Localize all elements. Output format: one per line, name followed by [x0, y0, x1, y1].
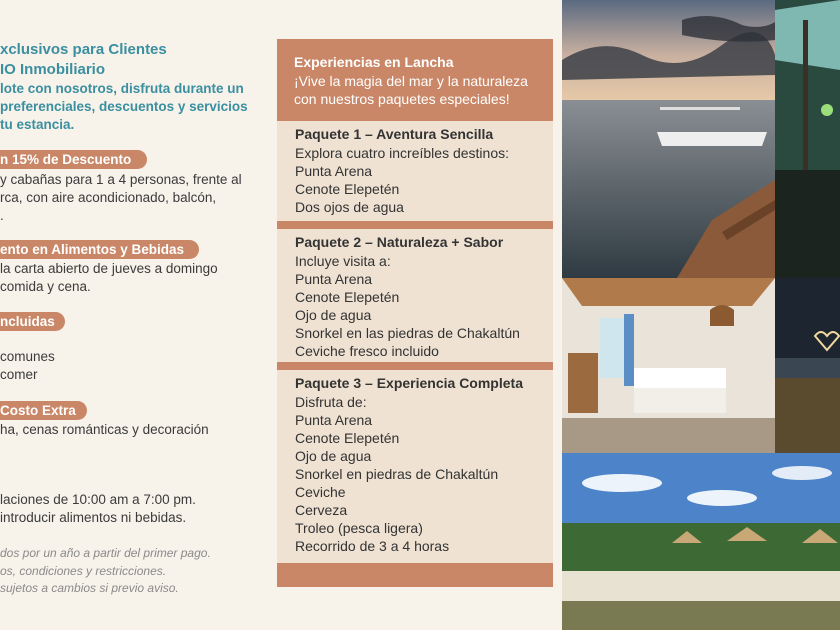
food-line: la carta abierto de jueves a domingo: [0, 261, 218, 276]
package-title: Paquete 2 – Naturaleza + Sabor: [295, 234, 504, 250]
package-item: Snorkel en las piedras de Chakaltún: [295, 325, 520, 341]
rules-line: laciones de 10:00 am a 7:00 pm.: [0, 492, 196, 507]
subtitle-line: con nuestros paquetes especiales!: [294, 91, 510, 107]
extra-line: ha, cenas románticas y decoración: [0, 422, 209, 437]
benefits-column: [0, 0, 270, 630]
intro-line: lote con nosotros, disfruta durante un: [0, 81, 244, 96]
included-label: ncluidas: [0, 312, 65, 331]
experiences-title: Experiencias en Lancha: [294, 54, 454, 70]
package-item: Troleo (pesca ligera): [295, 520, 423, 536]
package-item: Snorkel en piedras de Chakaltún: [295, 466, 499, 482]
benefits-heading-line1: xclusivos para Clientes: [0, 41, 167, 58]
discount-line: .: [0, 208, 4, 223]
package-item: Recorrido de 3 a 4 horas: [295, 538, 450, 554]
subtitle-line: ¡Vive la magia del mar y la naturaleza: [294, 73, 528, 89]
fine-print-line: os, condiciones y restricciones.: [0, 563, 167, 578]
experiences-subtitle: [294, 72, 528, 108]
fine-print-line: dos por un año a partir del primer pago.: [0, 546, 211, 560]
food-line: comida y cena.: [0, 279, 91, 294]
packages-footer-bar: [277, 563, 553, 587]
package-2: [277, 229, 553, 362]
package-title: Paquete 1 – Aventura Sencilla: [295, 126, 494, 142]
package-divider: [277, 221, 553, 229]
package-items: [295, 393, 498, 555]
food-text: [0, 260, 218, 296]
package-divider: [277, 362, 553, 370]
included-line: comunes: [0, 349, 55, 364]
food-label: ento en Alimentos y Bebidas: [0, 240, 199, 259]
fine-print: [0, 545, 211, 598]
package-item: Explora cuatro increíbles destinos:: [295, 145, 509, 161]
package-items: [295, 144, 509, 216]
package-item: Ojo de agua: [295, 307, 372, 323]
benefits-intro: [0, 80, 262, 134]
night-event-photo: [775, 278, 840, 453]
package-1: [277, 121, 553, 221]
package-title: Paquete 3 – Experiencia Completa: [295, 375, 523, 391]
package-item: Ceviche fresco incluido: [295, 343, 439, 359]
extra-cost-text: [0, 421, 209, 439]
package-item: Punta Arena: [295, 412, 373, 428]
package-item: Punta Arena: [295, 163, 373, 179]
beach-palapas-photo: [562, 453, 840, 630]
intro-line: preferenciales, descuentos y servicios: [0, 99, 248, 114]
package-item: Incluye visita a:: [295, 253, 391, 269]
night-palapa-photo: [775, 0, 840, 278]
included-line: comer: [0, 367, 38, 382]
fine-print-line: sujetos a cambios si previo aviso.: [0, 581, 179, 595]
discount-text: [0, 171, 242, 225]
included-text: [0, 348, 55, 384]
package-item: Cenote Elepetén: [295, 289, 400, 305]
package-item: Dos ojos de agua: [295, 199, 404, 215]
experiences-header: [277, 39, 553, 121]
package-item: Cenote Elepetén: [295, 430, 400, 446]
package-item: Cerveza: [295, 502, 348, 518]
discount-line: rca, con aire acondicionado, balcón,: [0, 190, 217, 205]
package-3: [277, 370, 553, 563]
extra-cost-label: Costo Extra: [0, 401, 87, 420]
package-item: Ceviche: [295, 484, 346, 500]
package-item: Ojo de agua: [295, 448, 372, 464]
rules-text: [0, 491, 196, 527]
package-item: Cenote Elepetén: [295, 181, 400, 197]
discount-line: y cabañas para 1 a 4 personas, frente al: [0, 172, 242, 187]
package-items: [295, 252, 520, 360]
discount-label: n 15% de Descuento: [0, 150, 147, 169]
intro-line: tu estancia.: [0, 117, 75, 132]
package-item: Disfruta de:: [295, 394, 367, 410]
rules-line: introducir alimentos ni bebidas.: [0, 510, 187, 525]
benefits-heading-line2: IO Inmobiliario: [0, 61, 106, 78]
sunset-boat-photo: [562, 0, 775, 278]
package-item: Punta Arena: [295, 271, 373, 287]
bedroom-photo: [562, 278, 775, 453]
